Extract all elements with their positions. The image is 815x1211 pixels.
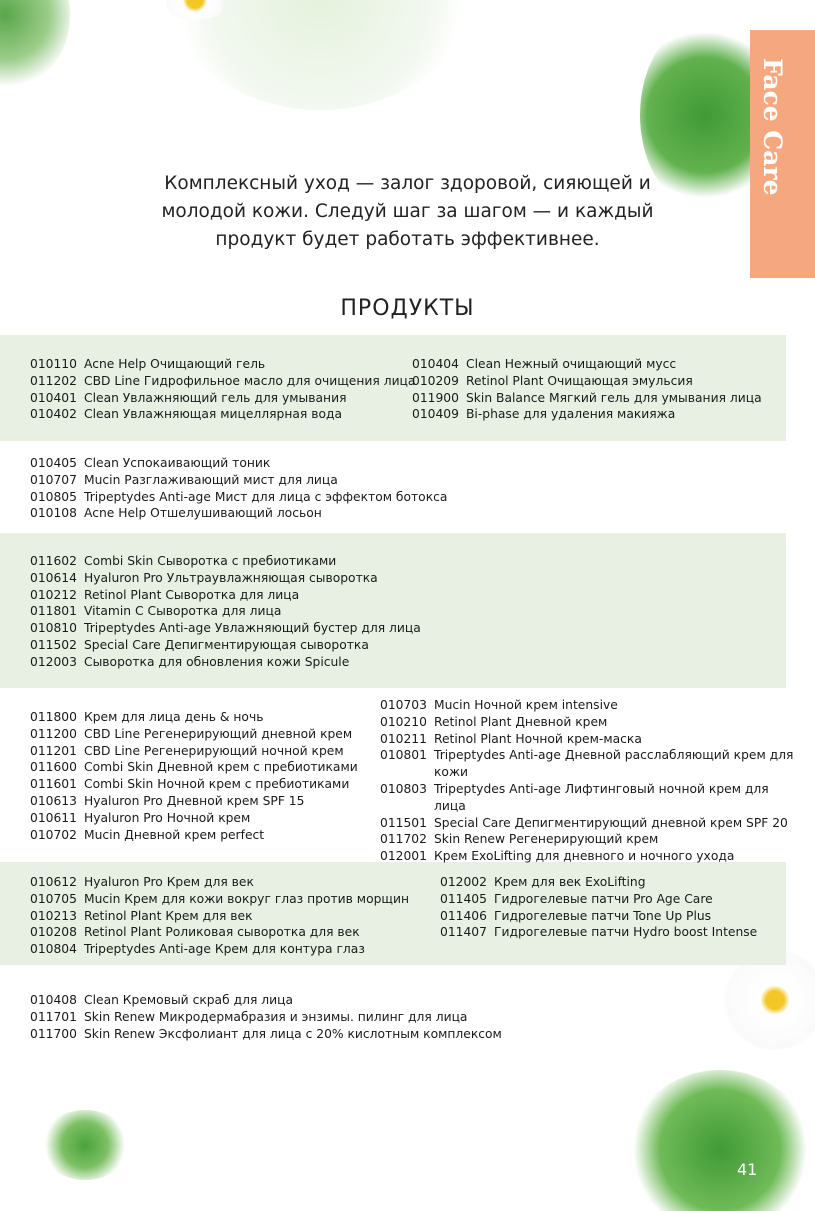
product-name: Крем ExoLifting для дневного и ночного ухода [434, 849, 735, 864]
product-item [30, 992, 502, 1009]
product-name: Tripeptydes Anti-age Мист для лица с эффектом ботокса [84, 489, 448, 504]
product-code: 010213 [30, 908, 77, 923]
product-code: 011202 [30, 373, 77, 388]
product-code: 010614 [30, 570, 77, 585]
product-item [440, 874, 757, 891]
product-code: 010402 [30, 407, 77, 422]
product-name: Mucin Разглаживающий мист для лица [84, 472, 338, 487]
product-item [30, 891, 409, 908]
product-name: Mucin Крем для кожи вокруг глаз против морщин [84, 891, 410, 906]
product-name: Retinol Plant Ночной крем-маска [434, 731, 642, 746]
product-list-left [30, 874, 409, 958]
product-code: 010705 [30, 891, 77, 906]
product-code: 010108 [30, 506, 77, 521]
product-code: 011702 [380, 832, 427, 847]
product-item [30, 489, 447, 506]
clover-decoration [40, 1110, 130, 1180]
product-item [440, 891, 757, 908]
product-name: Skin Renew Эксфолиант для лица с 20% кислотным комплексом [84, 1026, 502, 1041]
product-list-left [30, 356, 415, 423]
product-name: Hyaluron Pro Крем для век [84, 875, 254, 889]
product-item [30, 726, 358, 743]
product-name: Гидрогелевые патчи Pro Age Care [494, 891, 713, 906]
product-item [30, 356, 415, 373]
section-tab [750, 30, 815, 278]
product-name: Combi Skin Дневной крем с пребиотиками [84, 760, 358, 775]
product-item [440, 908, 757, 925]
leaf-decoration [630, 1070, 810, 1211]
product-list-left [30, 992, 502, 1042]
product-name: Special Care Депигментирующий дневной крем SPF 20 [434, 815, 788, 830]
product-item [412, 373, 762, 390]
product-name: Bi-phase для удаления макияжа [466, 407, 676, 422]
product-item [380, 697, 800, 714]
product-code: 011200 [30, 726, 77, 741]
product-code: 010110 [30, 357, 77, 371]
product-code: 010404 [412, 357, 459, 371]
product-code: 011405 [440, 891, 487, 906]
page-number: 41 [737, 1160, 758, 1179]
product-code: 011701 [30, 1009, 77, 1024]
product-name: CBD Line Регенерирующий ночной крем [84, 743, 344, 758]
product-code: 011501 [380, 815, 427, 830]
product-code: 010803 [380, 781, 427, 796]
product-code: 011406 [440, 908, 487, 923]
product-item [440, 924, 757, 941]
product-item [412, 390, 762, 407]
product-list-left [30, 709, 358, 843]
product-code: 010210 [380, 714, 427, 729]
product-item [30, 553, 421, 570]
intro-text: Комплексный уход — залог здоровой, сияющей и молодой кожи. Следуй шаг за шагом — и каждый продукт будет работать эффективнее. [161, 173, 654, 250]
product-item [30, 472, 447, 489]
product-item [30, 759, 358, 776]
petri-dish-decoration [0, 0, 70, 90]
product-list-left [30, 455, 447, 522]
tab-label: Face Care [758, 58, 787, 196]
product-name: Mucin Дневной крем perfect [84, 827, 265, 842]
product-name: Tripeptydes Anti-age Крем для контура глаз [84, 942, 365, 957]
product-name: Tripeptydes Anti-age Лифтинговый ночной крем для лица [434, 781, 769, 813]
section-title: ПРОДУКТЫ [340, 296, 475, 321]
product-code: 010209 [412, 373, 459, 388]
product-code: 010801 [380, 748, 427, 763]
product-name: Clean Нежный очищающий мусс [466, 357, 677, 371]
product-item [30, 709, 358, 726]
product-code: 010401 [30, 390, 77, 405]
product-code: 011601 [30, 777, 77, 792]
product-item [380, 781, 800, 815]
product-item [380, 831, 800, 848]
product-code: 012002 [440, 875, 487, 889]
product-name: Mucin Ночной крем intensive [434, 698, 618, 712]
product-code: 011602 [30, 554, 77, 568]
product-item [380, 714, 800, 731]
product-item [412, 406, 762, 423]
product-item [30, 654, 421, 671]
product-name: Skin Renew Регенерирующий крем [434, 832, 659, 847]
product-code: 011900 [412, 390, 459, 405]
product-name: Clean Увлажняющая мицеллярная вода [84, 407, 343, 422]
product-name: Крем для лица день & ночь [84, 710, 264, 724]
product-code: 011801 [30, 604, 77, 619]
product-name: Retinol Plant Очищающая эмульсия [466, 373, 693, 388]
product-code: 010612 [30, 875, 77, 889]
product-item [30, 743, 358, 760]
product-code: 010702 [30, 827, 77, 842]
product-name: CBD Line Гидрофильное масло для очищения лица [84, 373, 416, 388]
product-name: Hyaluron Pro Ультраувлажняющая сыворотка [84, 570, 378, 585]
product-item [30, 908, 409, 925]
product-list-right [412, 356, 762, 423]
product-name: Skin Balance Мягкий гель для умывания лица [466, 390, 762, 405]
product-code: 010810 [30, 621, 77, 636]
product-item [30, 637, 421, 654]
product-name: Hyaluron Pro Ночной крем [84, 810, 251, 825]
product-item [380, 747, 800, 781]
product-code: 010707 [30, 472, 77, 487]
product-code: 011700 [30, 1026, 77, 1041]
product-code: 010613 [30, 793, 77, 808]
product-code: 010408 [30, 993, 77, 1007]
product-name: Tripeptydes Anti-age Увлажняющий бустер для лица [84, 621, 421, 636]
product-name: Сыворотка для обновления кожи Spicule [84, 654, 350, 669]
product-item [412, 356, 762, 373]
product-item [30, 810, 358, 827]
product-name: Clean Кремовый скраб для лица [84, 993, 294, 1007]
flower-decoration [720, 950, 815, 1050]
petri-dish-decoration [170, 0, 470, 110]
product-code: 010405 [30, 456, 77, 470]
product-item [30, 406, 415, 423]
product-name: Retinol Plant Роликовая сыворотка для век [84, 925, 360, 940]
product-item [30, 1026, 502, 1043]
product-item [30, 941, 409, 958]
product-item [30, 1009, 502, 1026]
product-item [30, 776, 358, 793]
product-item [30, 874, 409, 891]
product-code: 011502 [30, 637, 77, 652]
product-name: Крем для век ExoLifting [494, 875, 646, 889]
product-name: Combi Skin Сыворотка с пребиотиками [84, 554, 337, 568]
product-name: Retinol Plant Крем для век [84, 908, 253, 923]
product-code: 010211 [380, 731, 427, 746]
product-item [30, 505, 447, 522]
product-name: Retinol Plant Сыворотка для лица [84, 587, 300, 602]
product-item [30, 570, 421, 587]
product-code: 011600 [30, 760, 77, 775]
product-name: Acne Help Отшелушивающий лосьон [84, 506, 322, 521]
product-list-right [380, 697, 800, 865]
product-item [30, 390, 415, 407]
product-name: Skin Renew Микродермабразия и энзимы. пилинг для лица [84, 1009, 468, 1024]
product-name: Tripeptydes Anti-age Дневной расслабляющий крем для кожи [434, 748, 794, 780]
product-name: Clean Увлажняющий гель для умывания [84, 390, 347, 405]
product-item [380, 731, 800, 748]
product-code: 010409 [412, 407, 459, 422]
product-name: CBD Line Регенерирующий дневной крем [84, 726, 353, 741]
product-name: Clean Успокаивающий тоник [84, 456, 271, 470]
product-item [380, 815, 800, 832]
product-code: 012001 [380, 849, 427, 864]
product-item [30, 373, 415, 390]
product-name: Retinol Plant Дневной крем [434, 714, 608, 729]
product-item [30, 793, 358, 810]
product-name: Vitamin C Сыворотка для лица [84, 604, 282, 619]
product-code: 010611 [30, 810, 77, 825]
product-item [30, 620, 421, 637]
product-item [30, 827, 358, 844]
product-item [30, 455, 447, 472]
product-code: 010208 [30, 925, 77, 940]
product-code: 010804 [30, 942, 77, 957]
product-item [30, 587, 421, 604]
product-list-right [440, 874, 757, 941]
product-name: Acne Help Очищающий гель [84, 357, 266, 371]
product-code: 010805 [30, 489, 77, 504]
product-item [30, 603, 421, 620]
product-list-left [30, 553, 421, 671]
product-name: Hyaluron Pro Дневной крем SPF 15 [84, 793, 305, 808]
product-item [30, 924, 409, 941]
product-code: 012003 [30, 654, 77, 669]
product-code: 011800 [30, 710, 77, 724]
product-code: 010703 [380, 698, 427, 712]
product-name: Гидрогелевые патчи Hydro boost Intense [494, 925, 758, 940]
product-item [380, 848, 800, 865]
product-code: 010212 [30, 587, 77, 602]
product-code: 011407 [440, 925, 487, 940]
product-name: Special Care Депигментирующая сыворотка [84, 637, 369, 652]
product-name: Гидрогелевые патчи Tone Up Plus [494, 908, 712, 923]
product-name: Combi Skin Ночной крем с пребиотиками [84, 777, 350, 792]
product-code: 011201 [30, 743, 77, 758]
